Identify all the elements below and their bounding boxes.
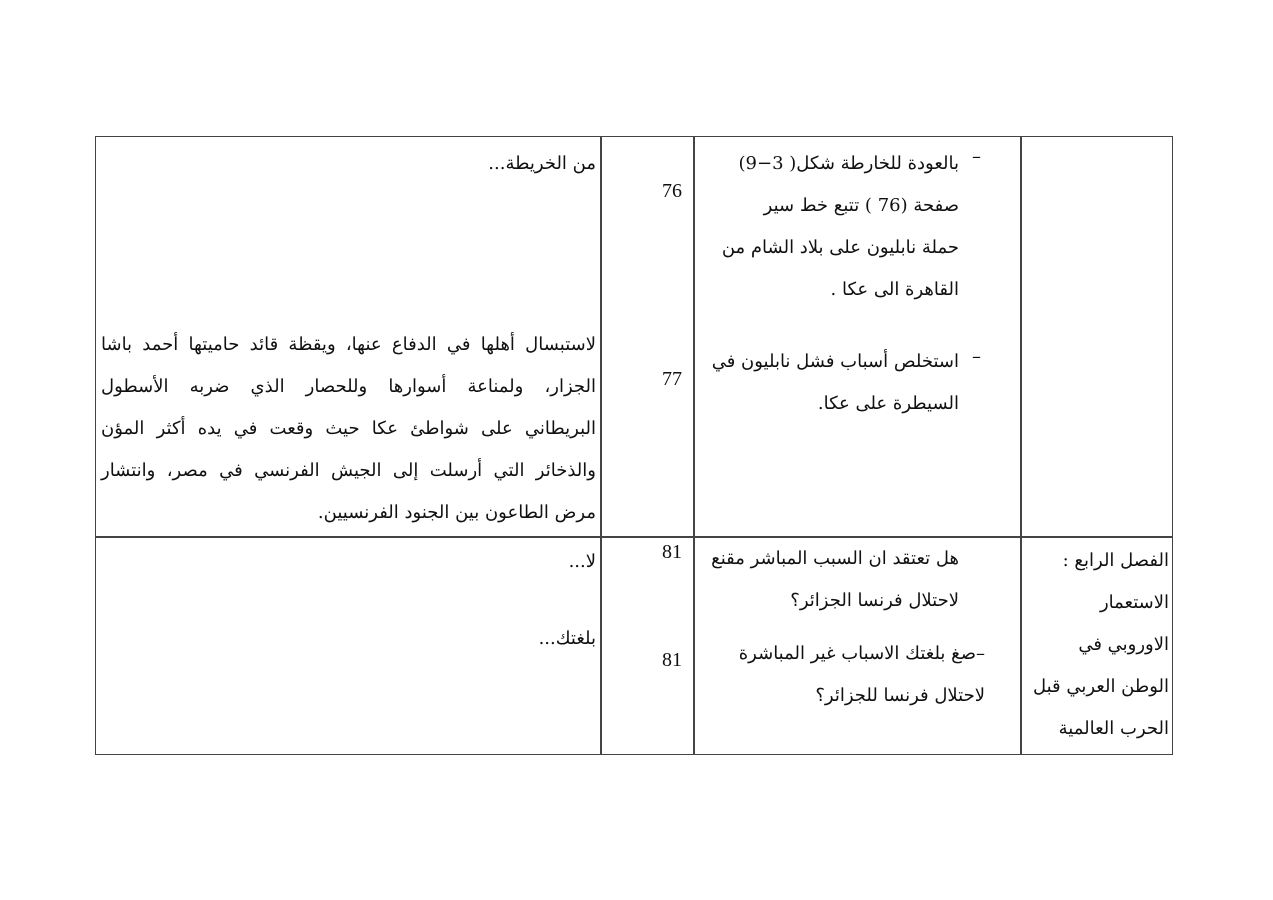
page-number: 76: [662, 180, 682, 202]
text-line: الحرب العالمية: [1058, 718, 1169, 739]
text-line: لاحتلال فرنسا الجزائر؟: [790, 590, 959, 611]
text-line: القاهرة الى عكا .: [830, 279, 959, 300]
text-line: هل تعتقد ان السبب المباشر مقنع: [711, 548, 959, 569]
answer-2-row2: [106, 618, 596, 660]
divider-answers-pages: [600, 136, 602, 755]
page-number: 81: [662, 541, 682, 563]
text-line: حملة نابليون على بلاد الشام من: [721, 237, 959, 258]
text-line: استخلص أسباب فشل نابليون في: [711, 351, 959, 372]
text-line: الاستعمار: [1099, 592, 1169, 613]
text-line: لاستبسال أهلها في الدفاع عنها، ويقظة قائد حاميتها أحمد باشا: [101, 334, 596, 355]
answer-2-row1: [101, 324, 596, 534]
text-line: الفصل الرابع :: [1062, 550, 1169, 571]
text-line: لا...: [568, 551, 596, 572]
answer-1-row2: [106, 541, 596, 583]
text-line: بلغتك...: [538, 628, 596, 649]
page-number: 77: [662, 368, 682, 390]
activity-2-row1: [679, 341, 959, 425]
text-line: السيطرة على عكا.: [817, 393, 959, 414]
text-line: –صغ بلغتك الاسباب غير المباشرة: [738, 643, 985, 664]
page-number: 81: [662, 649, 682, 671]
text-line: صفحة (76 ) تتبع خط سير: [763, 195, 959, 216]
bullet-marker: –: [972, 146, 981, 167]
text-line: لاحتلال فرنسا للجزائر؟: [815, 685, 985, 706]
chapter-title: [1024, 540, 1169, 750]
divider-row: [95, 536, 1173, 538]
activity-1-row1: [679, 143, 959, 311]
answer-1-row1: [106, 143, 596, 185]
text-line: مرض الطاعون بين الجنود الفرنسيين.: [317, 502, 596, 523]
divider-activities-chapter: [1020, 136, 1022, 755]
text-line: البريطاني على شواطئ عكا حيث وقعت في يده أكثر المؤن: [101, 418, 596, 439]
activity-1-row2: [679, 538, 959, 622]
text-line: والذخائر التي أرسلت إلى الجيش الفرنسي في مصر، وانتشار: [101, 460, 596, 481]
text-line: من الخريطة...: [488, 153, 596, 174]
text-line: بالعودة للخارطة شكل( 3−9): [738, 153, 959, 174]
bullet-marker: –: [972, 346, 981, 367]
text-line: الاوروبي في: [1078, 634, 1169, 655]
text-line: الجزار، ولمناعة أسوارها وللحصار الذي ضربه الأسطول: [101, 376, 596, 397]
activity-2-row2: [685, 633, 985, 717]
text-line: الوطن العربي قبل: [1032, 676, 1169, 697]
